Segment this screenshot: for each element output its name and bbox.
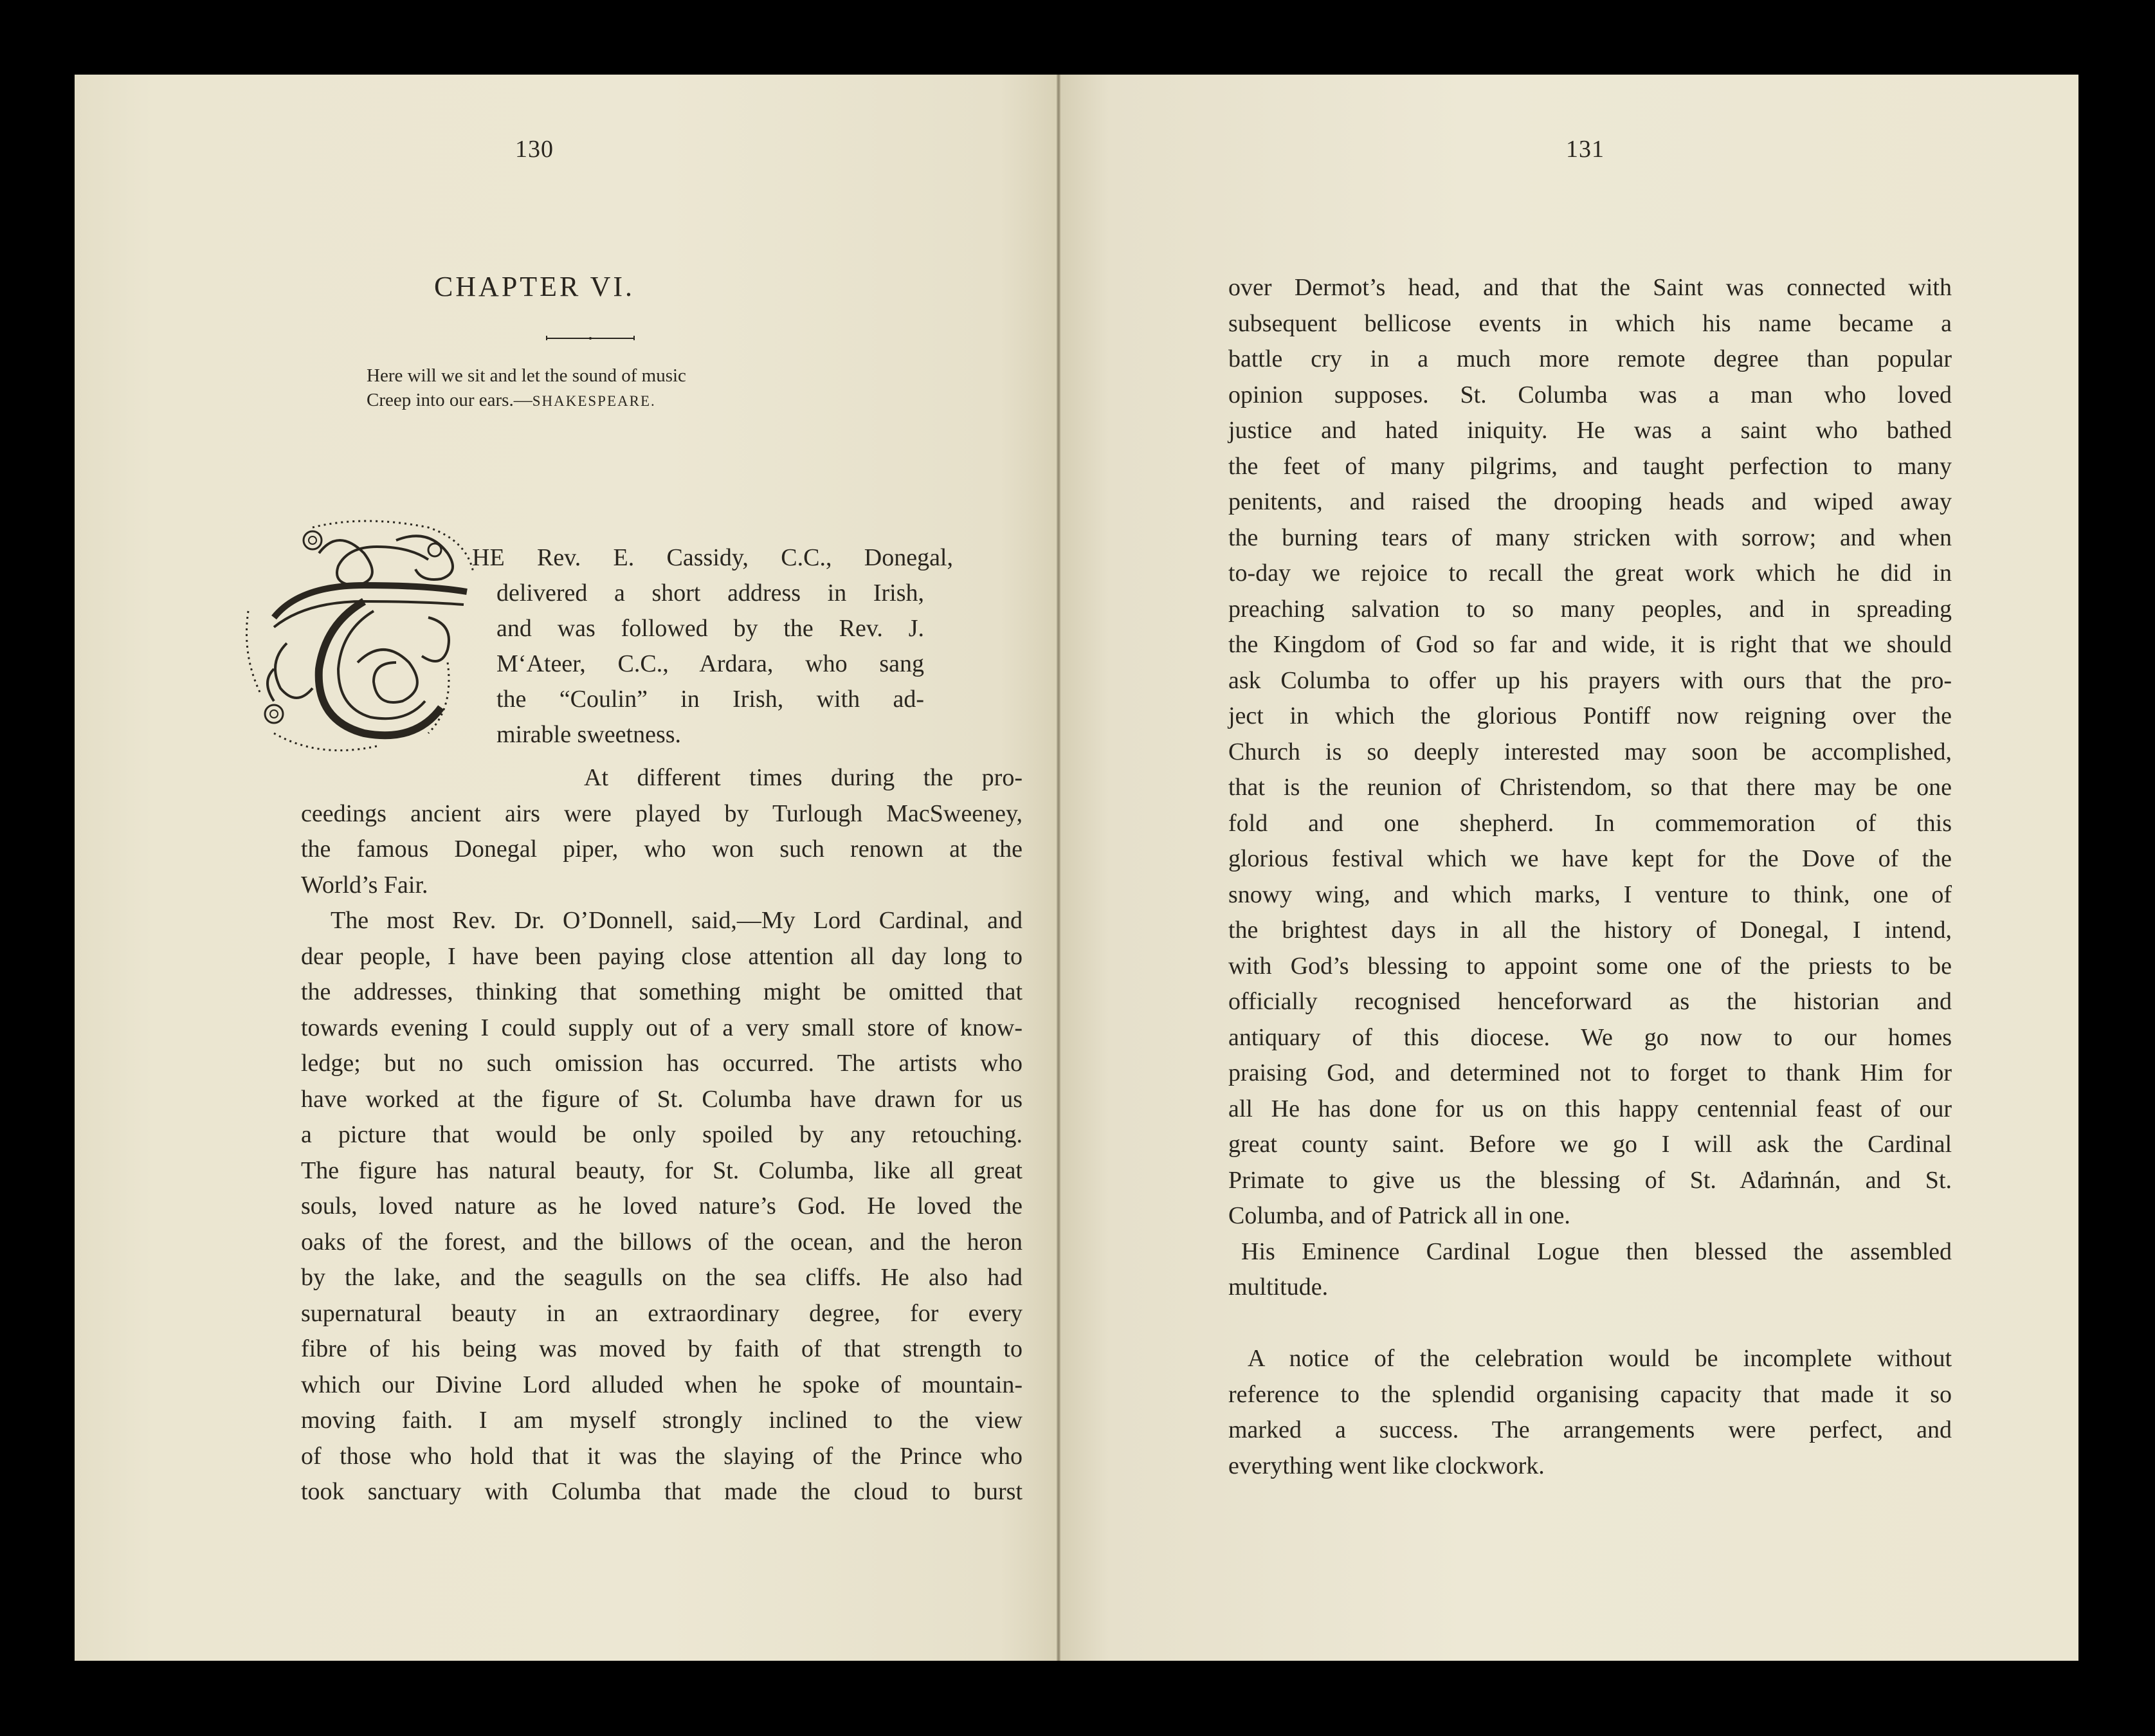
body-line: to-day we rejoice to recall the great work which he did in <box>1228 560 1952 587</box>
opening-line: and was followed by the Rev. J. <box>496 615 924 642</box>
body-line: penitents, and raised the drooping heads and wiped away <box>1228 488 1952 515</box>
body-line: ask Columba to offer up his prayers with ours that the pro- <box>1228 666 1952 694</box>
body-line: the feet of many pilgrims, and taught perfection to many <box>1228 452 1952 480</box>
body-line: have worked at the figure of St. Columba have drawn for us <box>301 1085 1023 1113</box>
body-line: great county saint. Before we go I will ask the Cardinal <box>1228 1131 1952 1158</box>
body-line: that is the reunion of Christendom, so that there may be one <box>1228 774 1952 801</box>
body-line: all He has done for us on this happy centennial feast of our <box>1228 1095 1952 1122</box>
page-number-right: 131 <box>1566 136 1605 163</box>
body-line: a picture that would be only spoiled by any retouching. <box>301 1121 1023 1148</box>
opening-line: the “Coulin” in Irish, with ad- <box>496 686 924 713</box>
body-line: multitude. <box>1228 1274 1329 1301</box>
opening-line: M‘Ateer, C.C., Ardara, who sang <box>496 650 924 677</box>
body-line: Church is so deeply interested may soon be accomplished, <box>1228 738 1952 765</box>
body-line: justice and hated iniquity. He was a saint who bathed <box>1228 417 1952 444</box>
body-line: with God’s blessing to appoint some one of the priests to be <box>1228 952 1952 980</box>
body-line: His Eminence Cardinal Logue then blessed the assembled <box>1241 1238 1952 1265</box>
body-line: of those who hold that it was the slaying of the Prince who <box>301 1442 1023 1470</box>
right-body-text <box>1228 270 1952 1306</box>
epigraph-line-1: Here will we sit and let the sound of music <box>367 365 686 386</box>
body-line: opinion supposes. St. Columba was a man who loved <box>1228 381 1952 408</box>
body-line: Columba, and of Patrick all in one. <box>1228 1202 1570 1229</box>
body-line: fold and one shepherd. In commemoration of this <box>1228 809 1952 837</box>
body-line: by the lake, and the seagulls on the sea cliffs. He also had <box>301 1264 1023 1291</box>
body-line: took sanctuary with Columba that made the cloud to burst <box>301 1478 1023 1505</box>
page-number-left: 130 <box>515 136 554 163</box>
body-line: The most Rev. Dr. O’Donnell, said,—My Lord Cardinal, and <box>331 907 1023 934</box>
body-line: preaching salvation to so many peoples, and in spreading <box>1228 595 1952 623</box>
body-line: supernatural beauty in an extraordinary degree, for every <box>301 1299 1023 1327</box>
body-line: moving faith. I am myself strongly inclined to the view <box>301 1407 1023 1434</box>
body-line: At different times during the pro- <box>584 764 1023 791</box>
body-line: the Kingdom of God so far and wide, it is right that we should <box>1228 631 1952 658</box>
body-line: battle cry in a much more remote degree than popular <box>1228 345 1952 372</box>
body-line: the brightest days in all the history of Donegal, I intend, <box>1228 917 1952 944</box>
body-line: praising God, and determined not to forget to thank Him for <box>1228 1059 1952 1086</box>
chapter-title: CHAPTER VI. <box>433 271 635 302</box>
body-line: The figure has natural beauty, for St. Columba, like all great <box>301 1156 1023 1184</box>
closing-paragraph <box>1228 1341 1952 1484</box>
body-line: snowy wing, and which marks, I venture to think, one of <box>1228 881 1952 908</box>
opening-line: HE Rev. E. Cassidy, C.C., Donegal, <box>472 544 953 571</box>
body-line: fibre of his being was moved by faith of that strength to <box>301 1335 1023 1362</box>
body-line: the burning tears of many stricken with sorrow; and when <box>1228 524 1952 551</box>
body-line: officially recognised henceforward as the historian and <box>1228 988 1952 1015</box>
body-line: Primate to give us the blessing of St. Aḋaṁnán, and St. <box>1228 1166 1952 1194</box>
body-line: marked a success. The arrangements were perfect, and <box>1228 1416 1952 1443</box>
body-line: reference to the splendid organising capacity that made it so <box>1228 1380 1952 1408</box>
body-line: towards evening I could supply out of a very small store of know- <box>301 1014 1023 1041</box>
epigraph-author: SHAKESPEARE. <box>532 393 656 409</box>
body-line: the addresses, thinking that something might be omitted that <box>301 978 1023 1005</box>
epigraph-line-2-text: Creep into our ears.— <box>367 390 532 410</box>
body-line: over Dermot’s head, and that the Saint was connected with <box>1228 274 1952 301</box>
body-line: A notice of the celebration would be incomplete without <box>1248 1345 1952 1372</box>
body-line: World’s Fair. <box>301 871 428 899</box>
body-line: ledge; but no such omission has occurred. The artists who <box>301 1050 1023 1077</box>
body-line: oaks of the forest, and the billows of the ocean, and the heron <box>301 1228 1023 1256</box>
opening-line: delivered a short address in Irish, <box>496 580 924 607</box>
opening-line: mirable sweetness. <box>496 721 682 748</box>
body-line: antiquary of this diocese. We go now to our homes <box>1228 1023 1952 1051</box>
body-line: ceedings ancient airs were played by Turlough MacSweeney, <box>301 799 1023 827</box>
body-line: souls, loved nature as he loved nature’s God. He loved the <box>301 1192 1023 1220</box>
body-line: the famous Donegal piper, who won such renown at the <box>301 836 1023 863</box>
body-line: dear people, I have been paying close attention all day long to <box>301 942 1023 970</box>
body-line: which our Divine Lord alluded when he spoke of mountain- <box>301 1371 1023 1398</box>
body-line: ject in which the glorious Pontiff now reigning over the <box>1228 702 1952 729</box>
body-line: subsequent bellicose events in which his name became a <box>1228 309 1952 337</box>
body-line: everything went like clockwork. <box>1228 1452 1545 1479</box>
body-line: glorious festival which we have kept for the Dove of the <box>1228 845 1952 872</box>
